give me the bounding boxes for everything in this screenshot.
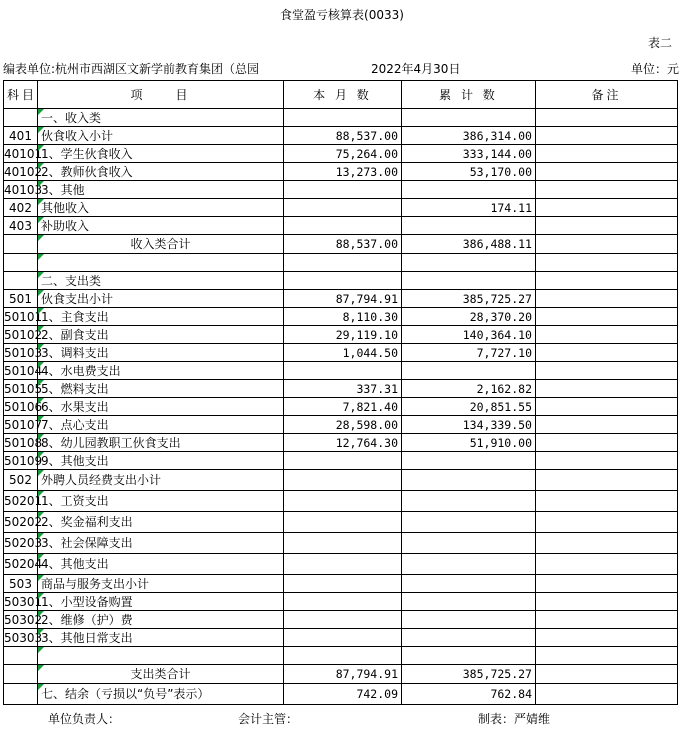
table-row — [4, 575, 678, 593]
cell-note[interactable] — [536, 217, 678, 235]
cell-month[interactable]: 337.31 — [284, 380, 402, 398]
cell-comment-marker-icon — [38, 452, 44, 458]
cell-item[interactable] — [38, 470, 284, 491]
cell-item-text: 4、水电费支出 — [41, 363, 121, 378]
table-row — [4, 470, 678, 491]
cell-code[interactable] — [4, 647, 38, 665]
cell-cumulative[interactable] — [402, 254, 536, 272]
cell-item[interactable] — [38, 272, 284, 290]
table-row — [4, 512, 678, 533]
cell-code[interactable]: 50109 — [4, 453, 43, 468]
cell-code[interactable]: 40102 — [4, 164, 43, 179]
cell-item[interactable] — [38, 593, 284, 611]
cell-cumulative[interactable] — [402, 470, 536, 491]
cell-item[interactable] — [38, 629, 284, 647]
cell-note[interactable] — [536, 491, 678, 512]
cell-item-text: 其他收入 — [41, 200, 90, 215]
cell-comment-marker-icon — [38, 491, 44, 497]
cell-code[interactable]: 50103 — [4, 345, 43, 360]
cell-code[interactable]: 50303 — [4, 630, 43, 645]
cell-comment-marker-icon — [38, 629, 44, 635]
table-row — [4, 254, 678, 272]
table-row — [4, 629, 678, 647]
cell-item[interactable] — [38, 181, 284, 199]
cell-code[interactable] — [4, 109, 38, 127]
cell-item-text: 外聘人员经费支出小计 — [41, 473, 162, 487]
cell-item-text: 1、工资支出 — [41, 494, 109, 508]
cell-note[interactable] — [536, 380, 678, 398]
cell-cumulative[interactable]: 51,910.00 — [402, 434, 536, 452]
cell-month[interactable] — [284, 181, 402, 199]
cell-item-text: 2、副食支出 — [41, 327, 109, 342]
cell-cumulative[interactable] — [402, 362, 536, 380]
cell-comment-marker-icon — [38, 181, 44, 187]
cell-item-text: 2、维修（护）费 — [41, 612, 133, 627]
cell-note[interactable] — [536, 163, 678, 181]
cell-month[interactable] — [284, 647, 402, 665]
cell-comment-marker-icon — [38, 665, 44, 671]
cell-item-text: 4、其他支出 — [41, 557, 109, 571]
cell-note[interactable] — [536, 452, 678, 470]
cell-item-text: 7、点心支出 — [41, 417, 109, 432]
cell-comment-marker-icon — [38, 554, 44, 560]
cell-code[interactable]: 50202 — [4, 512, 38, 533]
table-row — [4, 308, 678, 326]
cell-cumulative[interactable] — [402, 512, 536, 533]
cell-item-text: 补助收入 — [41, 218, 90, 233]
cell-item[interactable] — [38, 344, 284, 362]
cell-comment-marker-icon — [38, 380, 44, 386]
cell-item[interactable] — [38, 290, 284, 308]
cell-item[interactable] — [38, 434, 284, 452]
cell-item-text: 2、奖金福利支出 — [41, 515, 133, 529]
cell-cumulative[interactable] — [402, 533, 536, 554]
table-row — [4, 434, 678, 452]
table-row — [4, 145, 678, 163]
cell-month[interactable] — [284, 452, 402, 470]
table-row — [4, 290, 678, 308]
table-row — [4, 380, 678, 398]
cell-item-text: 3、其他日常支出 — [41, 630, 133, 645]
cell-code[interactable]: 40101 — [4, 146, 43, 161]
cell-month[interactable] — [284, 611, 402, 629]
cell-note[interactable] — [536, 272, 678, 290]
cell-note[interactable] — [536, 199, 678, 217]
cell-comment-marker-icon — [38, 145, 44, 151]
currency-unit: 单位：元 — [630, 62, 679, 76]
cell-item[interactable] — [38, 380, 284, 398]
cell-item-text: 5、燃料支出 — [41, 381, 109, 396]
header-cumulative[interactable]: 累 计 数 — [402, 81, 536, 109]
cell-month[interactable] — [284, 199, 402, 217]
cell-item-text: 8、幼儿园教职工伙食支出 — [41, 435, 181, 450]
table-row — [4, 362, 678, 380]
cell-item[interactable] — [38, 533, 284, 554]
cell-code[interactable]: 50203 — [4, 533, 38, 554]
cell-cumulative[interactable]: 7,727.10 — [402, 344, 536, 362]
cell-month[interactable]: 1,044.50 — [284, 344, 402, 362]
cell-month[interactable] — [284, 554, 402, 575]
cell-cumulative[interactable] — [402, 629, 536, 647]
table-row — [4, 326, 678, 344]
table-row — [4, 235, 678, 254]
cell-item[interactable] — [38, 163, 284, 181]
cell-note[interactable] — [536, 109, 678, 127]
cell-cumulative[interactable] — [402, 647, 536, 665]
cell-note[interactable] — [536, 554, 678, 575]
cell-comment-marker-icon — [38, 235, 44, 241]
cell-code[interactable]: 50101 — [4, 309, 43, 324]
cell-code[interactable]: 50107 — [4, 417, 43, 432]
table-row — [4, 344, 678, 362]
cell-month[interactable]: 29,119.10 — [284, 326, 402, 344]
cell-cumulative[interactable]: 134,339.50 — [402, 416, 536, 434]
cell-note[interactable] — [536, 684, 678, 705]
table-row — [4, 684, 678, 705]
report-meta-line — [3, 60, 679, 76]
cell-item-text: 支出类合计 — [130, 667, 191, 681]
table-row — [4, 199, 678, 217]
cell-comment-marker-icon — [38, 470, 44, 476]
cell-cumulative[interactable]: 385,725.27 — [402, 665, 536, 684]
header-note[interactable]: 备注 — [536, 81, 678, 109]
cell-cumulative[interactable] — [402, 575, 536, 593]
report-title: 食堂盈亏核算表(0033) — [280, 8, 404, 22]
table-row — [4, 647, 678, 665]
cell-item-text: 二、支出类 — [41, 273, 102, 288]
cell-note[interactable] — [536, 434, 678, 452]
cell-note[interactable] — [536, 127, 678, 145]
cell-item[interactable] — [38, 512, 284, 533]
cell-item[interactable] — [38, 554, 284, 575]
cell-month[interactable] — [284, 217, 402, 235]
cell-code[interactable]: 50301 — [4, 594, 43, 609]
cell-month[interactable]: 75,264.00 — [284, 145, 402, 163]
cell-note[interactable] — [536, 290, 678, 308]
cell-code[interactable]: 50204 — [4, 554, 38, 575]
cell-item-text: 1、主食支出 — [41, 309, 109, 324]
table-row — [4, 272, 678, 290]
preparer-label: 制表：严婧维 — [478, 712, 551, 726]
cell-item[interactable] — [38, 308, 284, 326]
cell-item[interactable] — [38, 362, 284, 380]
cell-item-text: 商品与服务支出小计 — [41, 576, 150, 591]
cell-item-text: 6、水果支出 — [41, 399, 109, 414]
cell-month[interactable] — [284, 575, 402, 593]
cell-comment-marker-icon — [38, 362, 44, 368]
cell-item-text: 9、其他支出 — [41, 453, 109, 468]
cell-month[interactable] — [284, 470, 402, 491]
cell-cumulative[interactable]: 386,488.11 — [402, 235, 536, 254]
table-row — [4, 491, 678, 512]
table-row — [4, 398, 678, 416]
cell-code[interactable]: 401 — [4, 127, 38, 145]
cell-note[interactable] — [536, 362, 678, 380]
cell-cumulative[interactable] — [402, 109, 536, 127]
cell-comment-marker-icon — [38, 575, 44, 581]
header-code[interactable]: 科目 — [4, 81, 38, 109]
cell-item[interactable] — [38, 235, 284, 254]
cell-item-text: 伙食支出小计 — [41, 291, 114, 306]
cell-code[interactable]: 50302 — [4, 612, 43, 627]
cell-code[interactable] — [4, 272, 38, 290]
accountant-label: 会计主管： — [238, 712, 299, 726]
cell-code[interactable]: 50106 — [4, 399, 43, 414]
cell-comment-marker-icon — [38, 398, 44, 404]
cell-cumulative[interactable] — [402, 554, 536, 575]
cell-comment-marker-icon — [38, 434, 44, 440]
table-row — [4, 593, 678, 611]
header-month[interactable]: 本 月 数 — [284, 81, 402, 109]
cell-cumulative[interactable] — [402, 491, 536, 512]
cell-month[interactable] — [284, 593, 402, 611]
cell-item[interactable] — [38, 326, 284, 344]
cell-code[interactable]: 50104 — [4, 363, 43, 378]
cell-month[interactable]: 12,764.30 — [284, 434, 402, 452]
cell-cumulative[interactable]: 385,725.27 — [402, 290, 536, 308]
cell-note[interactable] — [536, 611, 678, 629]
cell-code[interactable]: 50105 — [4, 381, 43, 396]
table-row — [4, 181, 678, 199]
cell-cumulative[interactable]: 28,370.20 — [402, 308, 536, 326]
cell-note[interactable] — [536, 416, 678, 434]
sheet-number: 表二 — [647, 36, 672, 50]
cell-item-text: 1、学生伙食收入 — [41, 146, 133, 161]
table-row — [4, 554, 678, 575]
cell-month[interactable]: 28,598.00 — [284, 416, 402, 434]
cell-month[interactable] — [284, 254, 402, 272]
cell-comment-marker-icon — [38, 272, 44, 278]
cell-note[interactable] — [536, 254, 678, 272]
cell-comment-marker-icon — [38, 344, 44, 350]
table-row — [4, 163, 678, 181]
cell-note[interactable] — [536, 647, 678, 665]
cell-month[interactable] — [284, 533, 402, 554]
cell-cumulative[interactable] — [402, 452, 536, 470]
cell-comment-marker-icon — [38, 254, 44, 260]
cell-month[interactable]: 742.09 — [284, 684, 402, 705]
table-row — [4, 217, 678, 235]
cell-item-text: 收入类合计 — [130, 237, 191, 251]
table-body — [4, 109, 678, 705]
header-item[interactable]: 项 目 — [38, 81, 284, 109]
cell-cumulative[interactable]: 174.11 — [402, 199, 536, 217]
cell-comment-marker-icon — [38, 647, 44, 653]
cell-item[interactable] — [38, 145, 284, 163]
cell-note[interactable] — [536, 344, 678, 362]
cell-code[interactable]: 40103 — [4, 182, 43, 197]
cell-note[interactable] — [536, 470, 678, 491]
table-row — [4, 416, 678, 434]
cell-cumulative[interactable]: 140,364.10 — [402, 326, 536, 344]
cell-item[interactable] — [38, 416, 284, 434]
cell-note[interactable] — [536, 181, 678, 199]
cell-month[interactable] — [284, 512, 402, 533]
cell-comment-marker-icon — [38, 127, 44, 133]
cell-comment-marker-icon — [38, 199, 44, 205]
cell-item[interactable] — [38, 452, 284, 470]
cell-code[interactable]: 50108 — [4, 435, 43, 450]
cell-cumulative[interactable] — [402, 217, 536, 235]
cell-item[interactable] — [38, 199, 284, 217]
table-row — [4, 533, 678, 554]
cell-note[interactable] — [536, 326, 678, 344]
cell-item-text: 3、调料支出 — [41, 345, 109, 360]
cell-comment-marker-icon — [38, 684, 44, 690]
cell-item[interactable] — [38, 109, 284, 127]
unit-head-label: 单位负责人： — [48, 712, 121, 726]
cell-item-text: 七、结余（亏损以“负号”表示） — [41, 687, 210, 701]
cell-item-text: 3、其他 — [41, 182, 85, 197]
cell-item[interactable] — [38, 217, 284, 235]
cell-month[interactable]: 88,537.00 — [284, 235, 402, 254]
cell-item-text: 一、收入类 — [41, 110, 102, 125]
cell-cumulative[interactable]: 333,144.00 — [402, 145, 536, 163]
cell-month[interactable] — [284, 109, 402, 127]
cell-comment-marker-icon — [38, 593, 44, 599]
cell-item[interactable] — [38, 665, 284, 684]
cell-note[interactable] — [536, 235, 678, 254]
cell-code[interactable] — [4, 235, 38, 254]
cell-item[interactable] — [38, 611, 284, 629]
cell-item[interactable] — [38, 398, 284, 416]
cell-comment-marker-icon — [38, 290, 44, 296]
cell-item-text: 3、社会保障支出 — [41, 536, 133, 550]
table-row — [4, 452, 678, 470]
cell-code[interactable]: 403 — [4, 217, 38, 235]
cell-month[interactable] — [284, 491, 402, 512]
reporting-unit: 编表单位:杭州市西湖区文新学前教育集团（总园 — [3, 62, 260, 76]
report-date: 2022年4月30日 — [371, 62, 461, 76]
cell-cumulative[interactable] — [402, 593, 536, 611]
cell-item-text: 伙食收入小计 — [41, 128, 114, 143]
cell-month[interactable] — [284, 272, 402, 290]
cell-code[interactable] — [4, 665, 38, 684]
cell-item[interactable] — [38, 254, 284, 272]
cell-code[interactable] — [4, 254, 38, 272]
cell-comment-marker-icon — [38, 109, 44, 115]
cell-month[interactable] — [284, 362, 402, 380]
cell-month[interactable] — [284, 629, 402, 647]
cell-code[interactable]: 501 — [4, 290, 38, 308]
cell-cumulative[interactable]: 20,851.55 — [402, 398, 536, 416]
cell-note[interactable] — [536, 512, 678, 533]
table-row — [4, 611, 678, 629]
cell-code[interactable]: 50201 — [4, 491, 38, 512]
cell-item-text: 2、教师伙食收入 — [41, 164, 133, 179]
cell-comment-marker-icon — [38, 512, 44, 518]
cell-month[interactable]: 87,794.91 — [284, 290, 402, 308]
cell-month[interactable]: 87,794.91 — [284, 665, 402, 684]
cell-item[interactable] — [38, 127, 284, 145]
cell-note[interactable] — [536, 575, 678, 593]
cell-comment-marker-icon — [38, 163, 44, 169]
cell-cumulative[interactable]: 762.84 — [402, 684, 536, 705]
cell-note[interactable] — [536, 593, 678, 611]
cell-code[interactable] — [4, 684, 38, 705]
cell-code[interactable]: 402 — [4, 199, 38, 217]
cell-note[interactable] — [536, 533, 678, 554]
cell-item[interactable] — [38, 491, 284, 512]
cell-cumulative[interactable] — [402, 272, 536, 290]
cell-cumulative[interactable]: 53,170.00 — [402, 163, 536, 181]
table-header-row — [4, 81, 678, 109]
table-row — [4, 665, 678, 684]
cell-cumulative[interactable]: 386,314.00 — [402, 127, 536, 145]
cell-comment-marker-icon — [38, 217, 44, 223]
table-row — [4, 127, 678, 145]
cell-month[interactable]: 88,537.00 — [284, 127, 402, 145]
cell-code[interactable]: 50102 — [4, 327, 43, 342]
cell-item[interactable] — [38, 647, 284, 665]
cell-comment-marker-icon — [38, 416, 44, 422]
cell-note[interactable] — [536, 629, 678, 647]
cell-item[interactable] — [38, 684, 284, 705]
cell-comment-marker-icon — [38, 533, 44, 539]
cell-comment-marker-icon — [38, 326, 44, 332]
cell-note[interactable] — [536, 398, 678, 416]
cell-code[interactable]: 503 — [4, 575, 38, 593]
table-row — [4, 109, 678, 127]
cell-code[interactable]: 502 — [4, 470, 38, 491]
cell-month[interactable]: 13,273.00 — [284, 163, 402, 181]
cell-item[interactable] — [38, 575, 284, 593]
signature-line — [0, 710, 684, 726]
cell-cumulative[interactable] — [402, 181, 536, 199]
cell-note[interactable] — [536, 145, 678, 163]
canteen-profit-loss-table — [3, 80, 678, 705]
cell-item-text: 1、小型设备购置 — [41, 594, 133, 609]
cell-month[interactable]: 8,110.30 — [284, 308, 402, 326]
cell-cumulative[interactable] — [402, 611, 536, 629]
cell-note[interactable] — [536, 308, 678, 326]
cell-comment-marker-icon — [38, 308, 44, 314]
cell-comment-marker-icon — [38, 611, 44, 617]
cell-month[interactable]: 7,821.40 — [284, 398, 402, 416]
cell-note[interactable] — [536, 665, 678, 684]
cell-cumulative[interactable]: 2,162.82 — [402, 380, 536, 398]
